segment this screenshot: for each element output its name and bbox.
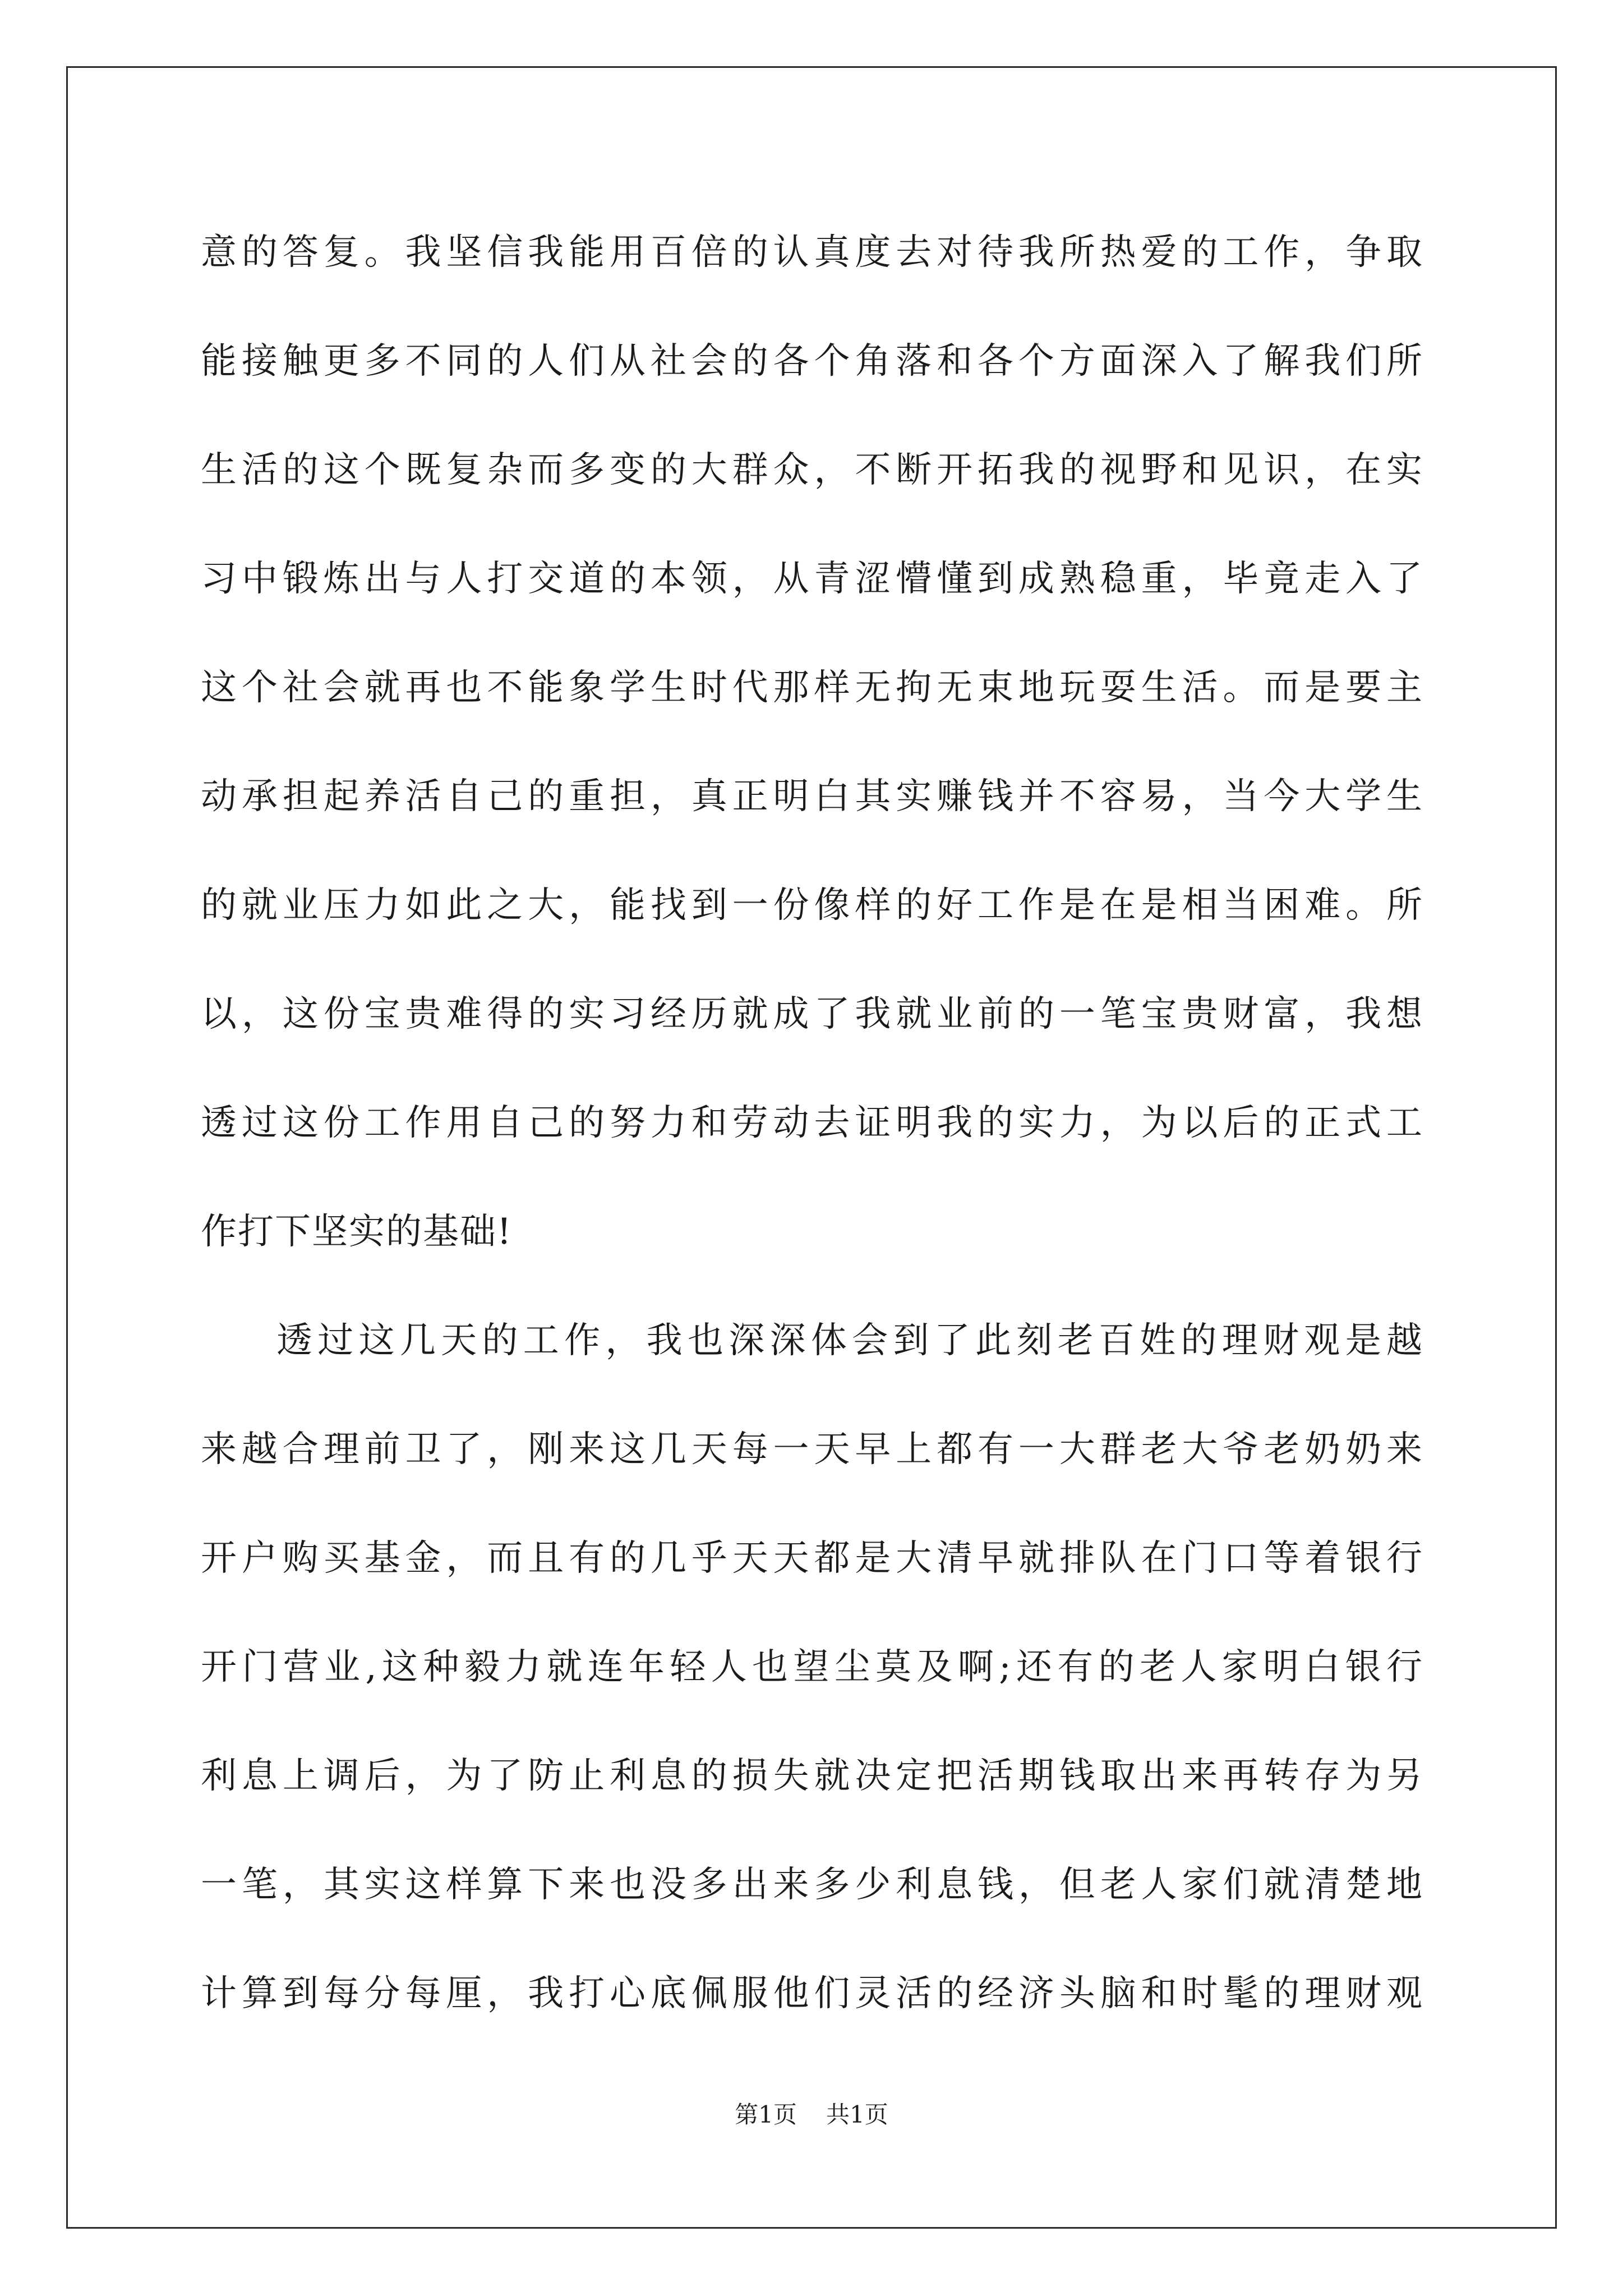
text-line: 来越合理前卫了，刚来这几天每一天早上都有一大群老大爷老奶奶来	[201, 1429, 1423, 1470]
text-line: 的就业压力如此之大，能找到一份像样的好工作是在是相当困难。所	[201, 885, 1423, 926]
page-number-current: 第1页	[735, 2101, 797, 2128]
text-line: 作打下坚实的基础!	[201, 1211, 513, 1253]
paragraph-first-line: 透过这几天的工作，我也深深体会到了此刻老百姓的理财观是越	[276, 1320, 1423, 1361]
text-line: 开户购买基金，而且有的几乎天天都是大清早就排队在门口等着银行	[201, 1538, 1423, 1579]
text-line: 习中锻炼出与人打交道的本领，从青涩懵懂到成熟稳重，毕竟走入了	[201, 558, 1423, 600]
page-footer	[0, 2099, 1623, 2131]
text-line: 利息上调后，为了防止利息的损失就决定把活期钱取出来再转存为另	[201, 1755, 1423, 1797]
text-line: 意的答复。我坚信我能用百倍的认真度去对待我所热爱的工作，争取	[201, 232, 1423, 273]
text-line: 透过这份工作用自己的努力和劳动去证明我的实力，为以后的正式工	[201, 1102, 1423, 1144]
text-line: 一笔，其实这样算下来也没多出来多少利息钱，但老人家们就清楚地	[201, 1864, 1423, 1906]
text-line: 动承担起养活自己的重担，真正明白其实赚钱并不容易，当今大学生	[201, 776, 1423, 817]
page-number-total: 共1页	[826, 2101, 888, 2128]
document-body	[201, 198, 1423, 2048]
text-line: 计算到每分每厘，我打心底佩服他们灵活的经济头脑和时髦的理财观	[201, 1973, 1423, 2014]
text-line: 开门营业,这种毅力就连年轻人也望尘莫及啊;还有的老人家明白银行	[201, 1646, 1423, 1688]
text-line: 生活的这个既复杂而多变的大群众，不断开拓我的视野和见识，在实	[201, 449, 1423, 491]
text-line: 这个社会就再也不能象学生时代那样无拘无束地玩耍生活。而是要主	[201, 667, 1423, 708]
text-line: 能接触更多不同的人们从社会的各个角落和各个方面深入了解我们所	[201, 341, 1423, 382]
text-line: 以，这份宝贵难得的实习经历就成了我就业前的一笔宝贵财富，我想	[201, 993, 1423, 1035]
